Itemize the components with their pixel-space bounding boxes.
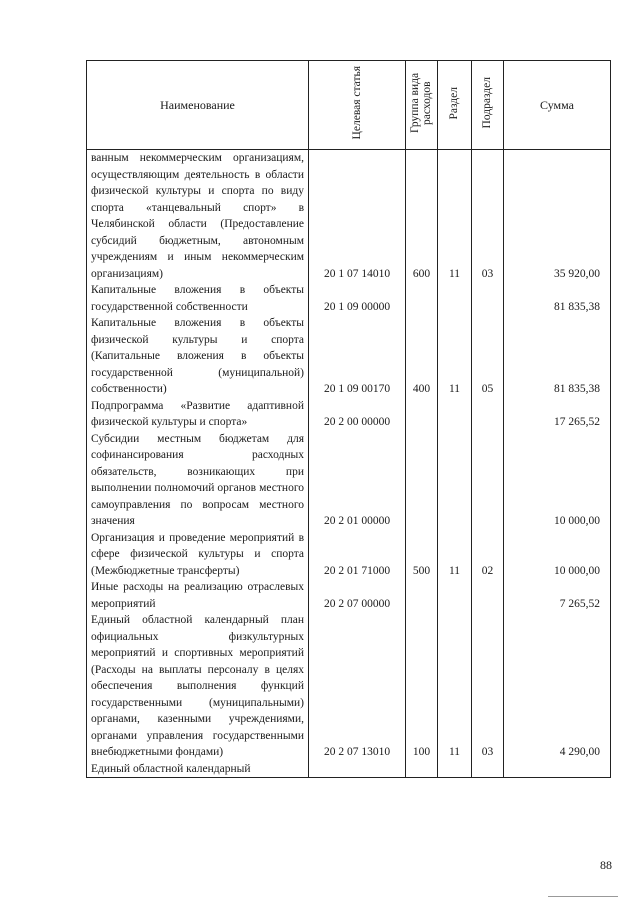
row-name: Единый областной календарный план официальных физкультурных мероприятий и спортивных мероприятий (Расходы на выплаты персоналу в целях обеспечения выполнения функций государственными (муниципальными) органами, казенными учреждениями, органами управления государственными внебюджетными фондами) (87, 612, 309, 761)
row-subsection (472, 761, 504, 778)
table-row (87, 315, 611, 398)
table-row (87, 612, 611, 761)
row-section: 11 (438, 612, 472, 761)
row-code (309, 761, 406, 778)
row-sum: 81 835,38 (504, 315, 611, 398)
row-name: Субсидии местным бюджетам для софинансирования расходных обязательств, возникающих при выполнении полномочий органов местного самоуправления по вопросам местного значения (87, 431, 309, 530)
table-row (87, 761, 611, 778)
row-code: 20 2 01 71000 (309, 530, 406, 580)
header-group: Группа вида расходов (406, 61, 438, 150)
row-section: 11 (438, 530, 472, 580)
row-group (406, 761, 438, 778)
row-section (438, 431, 472, 530)
row-section: 11 (438, 150, 472, 283)
row-name: Капитальные вложения в объекты государственной собственности (87, 282, 309, 315)
header-section: Раздел (438, 61, 472, 150)
row-subsection (472, 431, 504, 530)
row-group (406, 579, 438, 612)
table-body (87, 150, 611, 778)
page-number: 88 (600, 858, 612, 872)
row-name: ванным некоммерческим организациям, осуществляющим деятельность в области физической культуры и спорта по виду спорта «танцевальный спорт» в Челябинской области (Предоставление субсидий бюджетным, автономным учреждениям и иным некоммерческим организациям) (87, 150, 309, 283)
table-row (87, 431, 611, 530)
row-group: 600 (406, 150, 438, 283)
row-code: 20 2 07 00000 (309, 579, 406, 612)
row-name: Подпрограмма «Развитие адаптивной физической культуры и спорта» (87, 398, 309, 431)
header-subsection: Подраздел (472, 61, 504, 150)
row-sum: 17 265,52 (504, 398, 611, 431)
row-sum (504, 761, 611, 778)
table-row (87, 150, 611, 283)
row-sum: 7 265,52 (504, 579, 611, 612)
table-row (87, 398, 611, 431)
row-section (438, 398, 472, 431)
row-name: Иные расходы на реализацию отраслевых мероприятий (87, 579, 309, 612)
row-group (406, 398, 438, 431)
footer-divider (548, 896, 618, 897)
row-subsection: 03 (472, 150, 504, 283)
table-row (87, 530, 611, 580)
header-code: Целевая статья (309, 61, 406, 150)
row-sum: 35 920,00 (504, 150, 611, 283)
row-code: 20 2 00 00000 (309, 398, 406, 431)
table-header-row (87, 61, 611, 150)
row-code: 20 1 09 00170 (309, 315, 406, 398)
row-sum: 81 835,38 (504, 282, 611, 315)
row-code: 20 1 07 14010 (309, 150, 406, 283)
row-section (438, 282, 472, 315)
row-subsection (472, 398, 504, 431)
budget-table (86, 60, 611, 778)
row-group (406, 282, 438, 315)
header-sum: Сумма (504, 61, 611, 150)
header-name: Наименование (87, 61, 309, 150)
row-group: 100 (406, 612, 438, 761)
row-sum: 10 000,00 (504, 530, 611, 580)
row-section (438, 579, 472, 612)
row-name: Единый областной календарный (87, 761, 309, 778)
row-section (438, 761, 472, 778)
row-code: 20 2 01 00000 (309, 431, 406, 530)
row-name: Капитальные вложения в объекты физической культуры и спорта (Капитальные вложения в объекты государственной (муниципальной) собственности) (87, 315, 309, 398)
row-code: 20 1 09 00000 (309, 282, 406, 315)
row-subsection: 02 (472, 530, 504, 580)
row-sum: 10 000,00 (504, 431, 611, 530)
table-row (87, 282, 611, 315)
row-group (406, 431, 438, 530)
row-subsection (472, 579, 504, 612)
table-row (87, 579, 611, 612)
row-section: 11 (438, 315, 472, 398)
row-subsection (472, 282, 504, 315)
row-sum: 4 290,00 (504, 612, 611, 761)
row-code: 20 2 07 13010 (309, 612, 406, 761)
row-subsection: 03 (472, 612, 504, 761)
row-group: 500 (406, 530, 438, 580)
row-name: Организация и проведение мероприятий в сфере физической культуры и спорта (Межбюджетные трансферты) (87, 530, 309, 580)
row-group: 400 (406, 315, 438, 398)
row-subsection: 05 (472, 315, 504, 398)
